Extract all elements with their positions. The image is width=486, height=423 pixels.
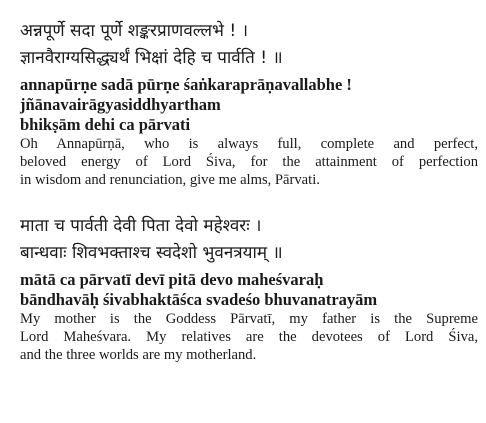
verse-2-transliteration-line-2: bāndhavāḥ śivabhaktāśca svadeśo bhuvanatrayām <box>20 290 378 309</box>
verse-1-devanagari-line-1: अन्नपूर्णे सदा पूर्णे शङ्करप्राणवल्लभे ! । <box>20 21 249 41</box>
verse-2-transliteration-line-1: mātā ca pārvatī devī pitā devo maheśvaraḥ <box>20 270 324 289</box>
verse-1-devanagari-line-2: ज्ञानवैराग्यसिद्ध्यर्थं भिक्षां देहि च पार्वति ! ॥ <box>20 48 283 68</box>
verse-1 <box>20 18 478 189</box>
verse-2-translation-line-2: Lord Maheśvara. My relatives are the devotees of Lord Śiva, <box>20 329 478 345</box>
verse-1-translation-line-1: Oh Annapūrṇā, who is always full, complete and perfect, <box>20 136 478 152</box>
verse-2 <box>20 213 478 364</box>
verse-1-translation-line-3: in wisdom and renunciation, give me alms, Pārvati. <box>20 172 320 188</box>
verse-2-translation <box>20 310 478 364</box>
verse-2-translation-line-3: and the three worlds are my motherland. <box>20 347 257 363</box>
verse-1-transliteration <box>20 75 478 135</box>
verse-1-transliteration-line-2: jñānavairāgyasiddhyartham <box>20 95 221 114</box>
verse-2-devanagari-line-2: बान्धवाः शिवभक्ताश्च स्वदेशो भुवनत्रयाम् ॥ <box>20 243 283 263</box>
verse-2-transliteration <box>20 270 478 310</box>
verse-1-translation <box>20 135 478 189</box>
verse-1-transliteration-line-3: bhikṣām dehi ca pārvati <box>20 115 191 134</box>
verse-1-transliteration-line-1: annapūrṇe sadā pūrṇe śaṅkaraprāṇavallabhe ! <box>20 75 352 94</box>
verse-2-translation-line-1: My mother is the Goddess Pārvatī, my father is the Supreme <box>20 311 478 327</box>
verse-1-translation-line-2: beloved energy of Lord Śiva, for the attainment of perfection <box>20 154 478 170</box>
verse-2-devanagari-line-1: माता च पार्वती देवी पिता देवो महेश्वरः । <box>20 216 262 236</box>
